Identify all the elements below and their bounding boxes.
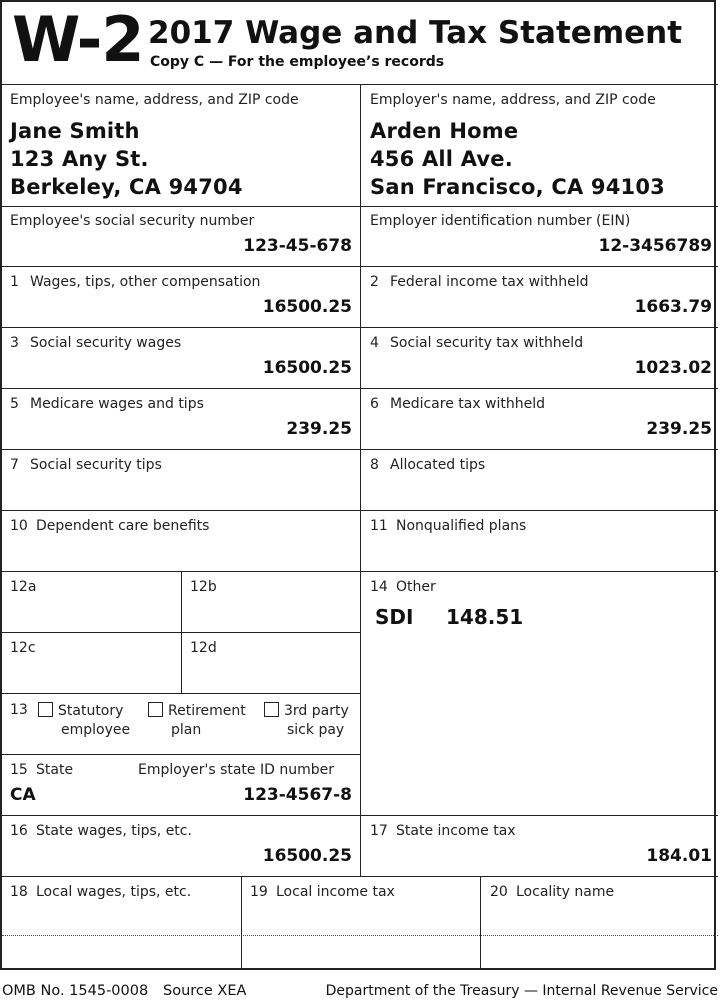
box5-label: 5 Medicare wages and tips [10,396,204,412]
box12c-label: 12c [10,640,36,656]
statutory-employee-checkbox[interactable] [38,702,53,717]
employer-street: 456 All Ave. [370,147,513,171]
box14-amount: 148.51 [446,605,524,629]
box4-value: 1023.02 [634,358,712,378]
ssn-label: Employee's social security number [10,213,255,229]
box8-label: 8 Allocated tips [370,457,486,473]
box20-label: 20 Locality name [490,884,615,900]
third-party-sick-pay-checkbox[interactable] [264,702,279,717]
box2-value: 1663.79 [634,297,712,317]
omb-number: OMB No. 1545-0008 [2,983,149,999]
employee-address-label: Employee's name, address, and ZIP code [10,92,299,108]
box12d-label: 12d [190,640,217,656]
ssn-value: 123-45-678 [243,236,352,256]
form-source: Source XEA [163,983,247,999]
box12a-label: 12a [10,579,37,595]
box3-label: 3 Social security wages [10,335,182,351]
box17-value: 184.01 [646,846,712,866]
box6-label: 6 Medicare tax withheld [370,396,546,412]
employer-city: San Francisco, CA 94103 [370,175,665,199]
box12b-label: 12b [190,579,217,595]
box4-label: 4 Social security tax withheld [370,335,584,351]
box14-code: SDI [375,605,414,629]
box19-label: 19 Local income tax [250,884,395,900]
box6-value: 239.25 [646,419,712,439]
box5-value: 239.25 [286,419,352,439]
box11-label: 11 Nonqualified plans [370,518,527,534]
employee-street: 123 Any St. [10,147,149,171]
form-code: W-2 [12,3,144,76]
form-subtitle: Copy C — For the employee’s records [150,54,445,70]
retirement-plan-option[interactable]: Retirement plan [148,702,246,740]
box13-number: 13 [10,702,28,718]
box15-label: 15 State [10,762,74,778]
statutory-employee-option[interactable]: Statutory employee [38,702,130,740]
box10-label: 10 Dependent care benefits [10,518,210,534]
retirement-plan-checkbox[interactable] [148,702,163,717]
box2-label: 2 Federal income tax withheld [370,274,589,290]
state-id-label: Employer's state ID number [138,762,334,778]
box15-state-id: 123-4567-8 [243,785,352,805]
box1-label: 1 Wages, tips, other compensation [10,274,261,290]
form-title: 2017 Wage and Tax Statement [148,15,683,51]
box15-state: CA [10,785,36,805]
issuing-agency: Department of the Treasury — Internal Revenue Service [325,983,718,999]
box14-label: 14 Other [370,579,436,595]
box7-label: 7 Social security tips [10,457,162,473]
third-party-sick-pay-option[interactable]: 3rd party sick pay [264,702,349,740]
employee-name: Jane Smith [10,119,140,143]
ein-value: 12-3456789 [598,236,712,256]
box16-label: 16 State wages, tips, etc. [10,823,192,839]
employer-name: Arden Home [370,119,519,143]
ein-label: Employer identification number (EIN) [370,213,631,229]
employee-city: Berkeley, CA 94704 [10,175,243,199]
employer-address-label: Employer's name, address, and ZIP code [370,92,656,108]
box3-value: 16500.25 [262,358,352,378]
box18-label: 18 Local wages, tips, etc. [10,884,192,900]
box16-value: 16500.25 [262,846,352,866]
box17-label: 17 State income tax [370,823,516,839]
box1-value: 16500.25 [262,297,352,317]
